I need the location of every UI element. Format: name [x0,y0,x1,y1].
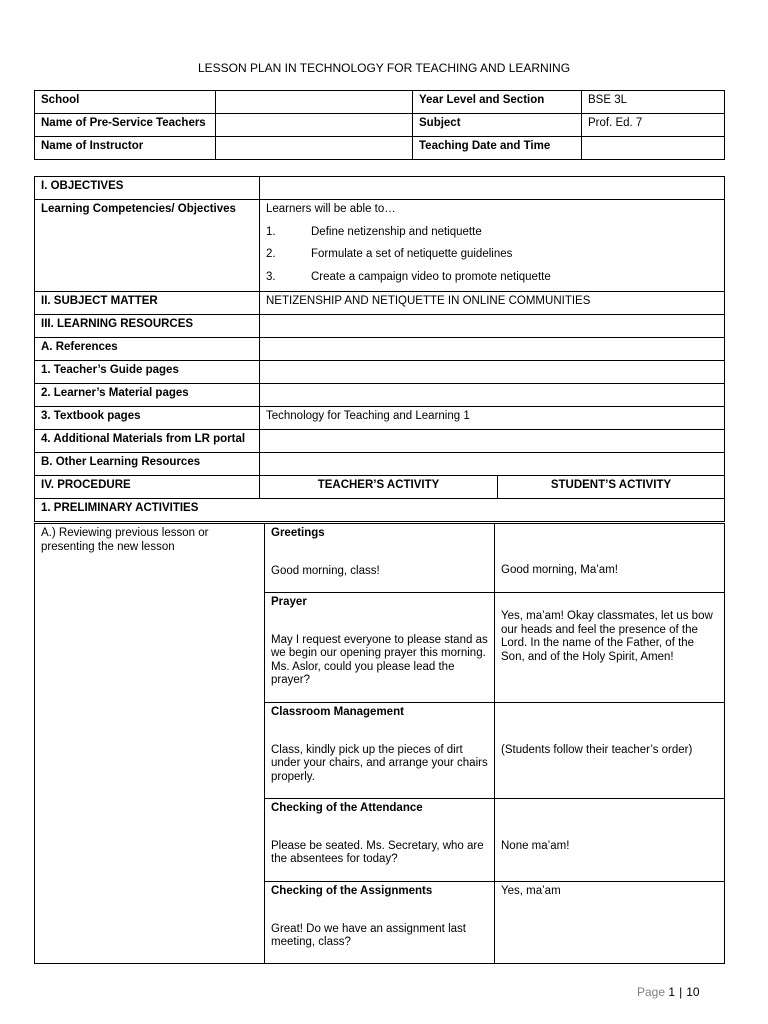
pre-service-value [216,114,413,137]
table-row [35,338,725,361]
teacher-activity-cell [265,882,495,964]
list-item: 2. Formulate a set of netiquette guidelines [266,248,513,260]
student-text: Good morning, Ma’am! [501,564,618,576]
instructor-value [216,137,413,160]
teacher-activity-cell [265,703,495,799]
student-text: (Students follow their teacher’s order) [501,744,693,756]
table-row [35,524,725,593]
table-row [35,91,725,114]
student-text: Yes, ma’am [501,885,561,897]
procedure-label: IV. PROCEDURE [35,476,260,499]
learners-intro: Learners will be able to… [266,203,396,215]
document-title: LESSON PLAN IN TECHNOLOGY FOR TEACHING AND LEARNING [197,61,571,75]
lesson-plan-table [34,176,725,522]
table-row [35,430,725,453]
references-label: A. References [35,338,260,361]
activity-title: Classroom Management [271,706,404,718]
activity-title: Prayer [271,596,307,608]
objectives-value [260,177,725,200]
page-separator: | [679,985,683,999]
objectives-label: I. OBJECTIVES [35,177,260,200]
textbook-label: 3. Textbook pages [35,407,260,430]
page-footer [637,985,700,999]
activities-table [34,523,725,964]
objectives-list [260,200,725,292]
table-row [35,292,725,315]
year-level-label: Year Level and Section [413,91,582,114]
subject-matter-label: II. SUBJECT MATTER [35,292,260,315]
school-label: School [35,91,216,114]
instructor-label: Name of Instructor [35,137,216,160]
school-value [216,91,413,114]
teacher-activity-header: TEACHER’S ACTIVITY [260,476,498,499]
teacher-activity-cell [265,524,495,593]
textbook-value: Technology for Teaching and Learning 1 [260,407,725,430]
table-row [35,499,725,522]
student-text: Yes, ma’am! Okay classmates, let us bow our heads and feel the presence of the Lord. In the name of the Father, of the Son, and of the Holy Spirit, Amen! [501,610,713,663]
activities-section-label: A.) Reviewing previous lesson or presenting the new lesson [35,524,265,964]
page-total: 10 [686,985,700,999]
table-row [35,361,725,384]
teacher-text: Please be seated. Ms. Secretary, who are the absentees for today? [271,839,484,865]
teacher-text: May I request everyone to please stand as we begin our opening prayer this morning. Ms. Aslor, could you please lead the prayer? [271,633,488,686]
activity-title: Checking of the Assignments [271,885,433,897]
student-activity-cell [495,524,725,593]
header-info-table [34,90,725,160]
student-activity-cell [495,882,725,964]
learning-resources-label: III. LEARNING RESOURCES [35,315,260,338]
page-number: 1 [668,985,676,999]
preliminary-label: 1. PRELIMINARY ACTIVITIES [35,499,725,522]
subject-label: Subject [413,114,582,137]
other-resources-label: B. Other Learning Resources [35,453,260,476]
subject-matter-value: NETIZENSHIP AND NETIQUETTE IN ONLINE COMMUNITIES [260,292,725,315]
teaching-date-value [582,137,725,160]
teaching-date-label: Teaching Date and Time [413,137,582,160]
table-row [35,315,725,338]
student-activity-cell [495,593,725,703]
year-level-value: BSE 3L [582,91,725,114]
student-text: None ma’am! [501,840,570,852]
table-row [35,177,725,200]
teacher-text: Good morning, class! [271,564,380,577]
teacher-text: Class, kindly pick up the pieces of dirt under your chairs, and arrange your chairs properly. [271,743,488,783]
table-row [35,384,725,407]
table-row [35,200,725,292]
teacher-activity-cell [265,593,495,703]
table-row [35,453,725,476]
table-row [35,114,725,137]
page-word: Page [637,985,666,999]
list-item: 1. Define netizenship and netiquette [266,225,482,238]
teacher-activity-cell [265,799,495,882]
activity-title: Greetings [271,527,325,539]
subject-value: Prof. Ed. 7 [582,114,725,137]
student-activity-header: STUDENT’S ACTIVITY [498,476,725,499]
competencies-label: Learning Competencies/ Objectives [35,200,260,292]
activity-title: Checking of the Attendance [271,802,423,814]
student-activity-cell [495,703,725,799]
teachers-guide-label: 1. Teacher’s Guide pages [35,361,260,384]
learners-material-label: 2. Learner’s Material pages [35,384,260,407]
additional-materials-label: 4. Additional Materials from LR portal [35,430,260,453]
table-row [35,476,725,499]
list-item: 3. Create a campaign video to promote netiquette [266,270,551,283]
table-row [35,407,725,430]
table-row [35,137,725,160]
teacher-text: Great! Do we have an assignment last meeting, class? [271,922,466,948]
pre-service-label: Name of Pre-Service Teachers [35,114,216,137]
student-activity-cell [495,799,725,882]
